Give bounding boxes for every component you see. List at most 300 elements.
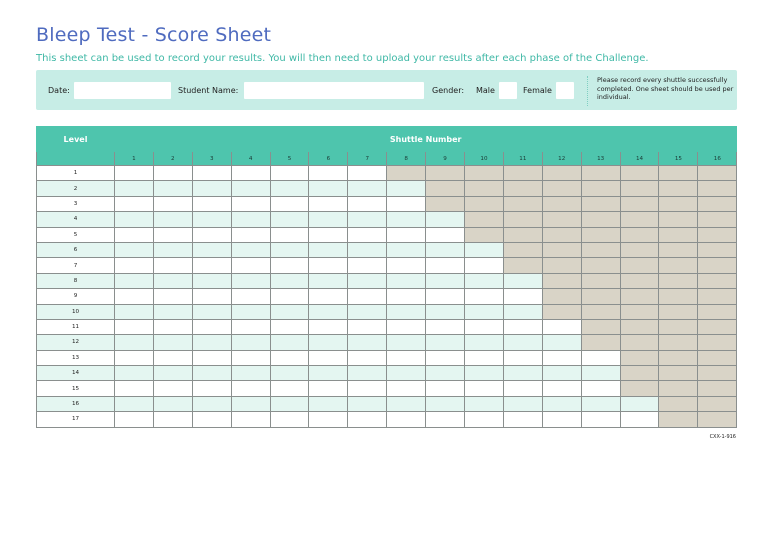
unused-shuttle-cell bbox=[581, 335, 620, 350]
shuttle-score-cell[interactable] bbox=[387, 227, 426, 242]
shuttle-score-cell[interactable] bbox=[503, 412, 542, 427]
shuttle-score-cell[interactable] bbox=[581, 412, 620, 427]
unused-shuttle-cell bbox=[659, 335, 698, 350]
shuttle-score-cell[interactable] bbox=[309, 412, 348, 427]
shuttle-score-cell[interactable] bbox=[270, 335, 309, 350]
shuttle-score-cell[interactable] bbox=[270, 258, 309, 273]
unused-shuttle-cell bbox=[620, 212, 659, 227]
table-header-row bbox=[37, 127, 737, 152]
table-row bbox=[37, 242, 737, 257]
shuttle-score-cell[interactable] bbox=[153, 381, 192, 396]
shuttle-score-cell[interactable] bbox=[231, 227, 270, 242]
unused-shuttle-cell bbox=[659, 212, 698, 227]
unused-shuttle-cell bbox=[659, 381, 698, 396]
shuttle-score-cell[interactable] bbox=[542, 335, 581, 350]
shuttle-score-cell[interactable] bbox=[115, 212, 154, 227]
shuttle-score-cell[interactable] bbox=[192, 181, 231, 196]
shuttle-score-cell[interactable] bbox=[192, 289, 231, 304]
shuttle-score-cell[interactable] bbox=[542, 396, 581, 411]
shuttle-score-cell[interactable] bbox=[192, 212, 231, 227]
shuttle-number-header-cell: 2 bbox=[153, 152, 192, 166]
shuttle-score-cell[interactable] bbox=[348, 396, 387, 411]
unused-shuttle-cell bbox=[542, 227, 581, 242]
shuttle-score-cell[interactable] bbox=[115, 273, 154, 288]
shuttle-score-cell[interactable] bbox=[426, 227, 465, 242]
shuttle-score-cell[interactable] bbox=[465, 304, 504, 319]
shuttle-score-cell[interactable] bbox=[115, 227, 154, 242]
shuttle-score-cell[interactable] bbox=[542, 366, 581, 381]
shuttle-score-cell[interactable] bbox=[309, 350, 348, 365]
unused-shuttle-cell bbox=[698, 350, 737, 365]
shuttle-score-cell[interactable] bbox=[192, 412, 231, 427]
shuttle-score-cell[interactable] bbox=[348, 381, 387, 396]
shuttle-score-cell[interactable] bbox=[426, 273, 465, 288]
shuttle-score-cell[interactable] bbox=[115, 381, 154, 396]
unused-shuttle-cell bbox=[620, 350, 659, 365]
shuttle-score-cell[interactable] bbox=[115, 350, 154, 365]
shuttle-score-cell[interactable] bbox=[465, 319, 504, 334]
shuttle-score-cell[interactable] bbox=[231, 335, 270, 350]
shuttle-score-cell[interactable] bbox=[465, 366, 504, 381]
table-row bbox=[37, 212, 737, 227]
shuttle-score-cell[interactable] bbox=[192, 166, 231, 181]
shuttle-score-cell[interactable] bbox=[192, 319, 231, 334]
shuttle-score-cell[interactable] bbox=[387, 335, 426, 350]
shuttle-score-cell[interactable] bbox=[465, 381, 504, 396]
unused-shuttle-cell bbox=[620, 289, 659, 304]
shuttle-score-cell[interactable] bbox=[192, 258, 231, 273]
shuttle-score-cell[interactable] bbox=[231, 319, 270, 334]
table-row bbox=[37, 412, 737, 427]
shuttle-score-cell[interactable] bbox=[115, 412, 154, 427]
unused-shuttle-cell bbox=[698, 319, 737, 334]
shuttle-score-cell[interactable] bbox=[153, 319, 192, 334]
shuttle-score-cell[interactable] bbox=[387, 289, 426, 304]
shuttle-score-cell[interactable] bbox=[270, 366, 309, 381]
level-label: 9 bbox=[37, 289, 115, 304]
shuttle-score-cell[interactable] bbox=[192, 350, 231, 365]
shuttle-number-header-cell: 3 bbox=[192, 152, 231, 166]
shuttle-score-cell[interactable] bbox=[309, 166, 348, 181]
table-row bbox=[37, 166, 737, 181]
unused-shuttle-cell bbox=[620, 242, 659, 257]
shuttle-number-header-cell: 10 bbox=[465, 152, 504, 166]
shuttle-score-cell[interactable] bbox=[348, 412, 387, 427]
shuttle-score-cell[interactable] bbox=[231, 258, 270, 273]
shuttle-score-cell[interactable] bbox=[503, 350, 542, 365]
table-row bbox=[37, 366, 737, 381]
shuttle-score-cell[interactable] bbox=[115, 304, 154, 319]
shuttle-score-cell[interactable] bbox=[426, 304, 465, 319]
unused-shuttle-cell bbox=[542, 181, 581, 196]
student-info-panel bbox=[36, 70, 737, 110]
shuttle-score-cell[interactable] bbox=[348, 304, 387, 319]
unused-shuttle-cell bbox=[426, 196, 465, 211]
note-divider bbox=[587, 76, 590, 106]
shuttle-score-cell[interactable] bbox=[115, 166, 154, 181]
shuttle-score-cell[interactable] bbox=[348, 258, 387, 273]
shuttle-score-cell[interactable] bbox=[270, 412, 309, 427]
shuttle-score-cell[interactable] bbox=[270, 289, 309, 304]
shuttle-score-cell[interactable] bbox=[192, 196, 231, 211]
shuttle-score-cell[interactable] bbox=[387, 258, 426, 273]
male-checkbox[interactable] bbox=[499, 82, 517, 99]
unused-shuttle-cell bbox=[698, 412, 737, 427]
unused-shuttle-cell bbox=[659, 227, 698, 242]
shuttle-number-header-cell: 13 bbox=[581, 152, 620, 166]
shuttle-score-cell[interactable] bbox=[115, 319, 154, 334]
unused-shuttle-cell bbox=[659, 319, 698, 334]
shuttle-score-cell[interactable] bbox=[465, 412, 504, 427]
level-label: 7 bbox=[37, 258, 115, 273]
unused-shuttle-cell bbox=[698, 289, 737, 304]
unused-shuttle-cell bbox=[698, 196, 737, 211]
shuttle-score-cell[interactable] bbox=[115, 181, 154, 196]
shuttle-score-cell[interactable] bbox=[309, 196, 348, 211]
shuttle-score-cell[interactable] bbox=[115, 335, 154, 350]
level-header: Level bbox=[37, 127, 115, 152]
shuttle-number-header-cell: 11 bbox=[503, 152, 542, 166]
unused-shuttle-cell bbox=[698, 381, 737, 396]
unused-shuttle-cell bbox=[465, 166, 504, 181]
shuttle-score-cell[interactable] bbox=[348, 166, 387, 181]
shuttle-score-cell[interactable] bbox=[192, 335, 231, 350]
unused-shuttle-cell bbox=[698, 258, 737, 273]
shuttle-score-cell[interactable] bbox=[503, 396, 542, 411]
unused-shuttle-cell bbox=[620, 273, 659, 288]
shuttle-score-cell[interactable] bbox=[426, 258, 465, 273]
shuttle-score-cell[interactable] bbox=[348, 242, 387, 257]
shuttle-score-cell[interactable] bbox=[153, 196, 192, 211]
shuttle-number-header-cell: 15 bbox=[659, 152, 698, 166]
unused-shuttle-cell bbox=[581, 181, 620, 196]
shuttle-score-cell[interactable] bbox=[581, 381, 620, 396]
shuttle-score-cell[interactable] bbox=[348, 319, 387, 334]
unused-shuttle-cell bbox=[620, 227, 659, 242]
shuttle-number-header-cell: 12 bbox=[542, 152, 581, 166]
shuttle-score-cell[interactable] bbox=[192, 396, 231, 411]
unused-shuttle-cell bbox=[659, 304, 698, 319]
level-label: 16 bbox=[37, 396, 115, 411]
shuttle-score-cell[interactable] bbox=[270, 212, 309, 227]
shuttle-score-cell[interactable] bbox=[231, 181, 270, 196]
shuttle-score-cell[interactable] bbox=[153, 166, 192, 181]
shuttle-score-cell[interactable] bbox=[426, 396, 465, 411]
shuttle-score-cell[interactable] bbox=[192, 381, 231, 396]
shuttle-score-cell[interactable] bbox=[309, 366, 348, 381]
shuttle-score-cell[interactable] bbox=[231, 304, 270, 319]
shuttle-score-cell[interactable] bbox=[542, 412, 581, 427]
shuttle-score-cell[interactable] bbox=[620, 396, 659, 411]
table-row bbox=[37, 181, 737, 196]
shuttle-score-cell[interactable] bbox=[426, 319, 465, 334]
shuttle-score-cell[interactable] bbox=[426, 381, 465, 396]
shuttle-score-cell[interactable] bbox=[465, 335, 504, 350]
shuttle-number-row bbox=[37, 152, 737, 166]
shuttle-score-cell[interactable] bbox=[426, 412, 465, 427]
shuttle-score-cell[interactable] bbox=[231, 289, 270, 304]
shuttle-score-cell[interactable] bbox=[309, 319, 348, 334]
shuttle-score-cell[interactable] bbox=[309, 227, 348, 242]
shuttle-score-cell[interactable] bbox=[309, 289, 348, 304]
shuttle-score-cell[interactable] bbox=[426, 350, 465, 365]
shuttle-score-cell[interactable] bbox=[309, 212, 348, 227]
shuttle-score-cell[interactable] bbox=[153, 289, 192, 304]
score-table bbox=[36, 126, 737, 428]
shuttle-score-cell[interactable] bbox=[153, 304, 192, 319]
shuttle-score-cell[interactable] bbox=[348, 212, 387, 227]
table-row bbox=[37, 381, 737, 396]
shuttle-score-cell[interactable] bbox=[387, 242, 426, 257]
shuttle-score-cell[interactable] bbox=[309, 258, 348, 273]
unused-shuttle-cell bbox=[698, 335, 737, 350]
unused-shuttle-cell bbox=[581, 166, 620, 181]
unused-shuttle-cell bbox=[542, 196, 581, 211]
shuttle-score-cell[interactable] bbox=[231, 381, 270, 396]
shuttle-score-cell[interactable] bbox=[231, 350, 270, 365]
shuttle-score-cell[interactable] bbox=[348, 289, 387, 304]
shuttle-score-cell[interactable] bbox=[542, 319, 581, 334]
shuttle-score-cell[interactable] bbox=[348, 196, 387, 211]
shuttle-score-cell[interactable] bbox=[309, 242, 348, 257]
shuttle-score-cell[interactable] bbox=[426, 212, 465, 227]
shuttle-score-cell[interactable] bbox=[231, 273, 270, 288]
table-row bbox=[37, 319, 737, 334]
shuttle-number-header-cell: 8 bbox=[387, 152, 426, 166]
unused-shuttle-cell bbox=[581, 227, 620, 242]
unused-shuttle-cell bbox=[503, 181, 542, 196]
shuttle-score-cell[interactable] bbox=[581, 366, 620, 381]
unused-shuttle-cell bbox=[581, 289, 620, 304]
shuttle-score-cell[interactable] bbox=[387, 196, 426, 211]
unused-shuttle-cell bbox=[465, 196, 504, 211]
level-label: 12 bbox=[37, 335, 115, 350]
shuttle-score-cell[interactable] bbox=[309, 381, 348, 396]
shuttle-number-header-cell: 6 bbox=[309, 152, 348, 166]
shuttle-score-cell[interactable] bbox=[231, 166, 270, 181]
level-label: 13 bbox=[37, 350, 115, 365]
shuttle-score-cell[interactable] bbox=[309, 396, 348, 411]
shuttle-score-cell[interactable] bbox=[309, 181, 348, 196]
shuttle-score-cell[interactable] bbox=[270, 227, 309, 242]
shuttle-number-header-cell: 14 bbox=[620, 152, 659, 166]
shuttle-score-cell[interactable] bbox=[270, 381, 309, 396]
shuttle-score-cell[interactable] bbox=[231, 212, 270, 227]
shuttle-score-cell[interactable] bbox=[115, 396, 154, 411]
unused-shuttle-cell bbox=[620, 335, 659, 350]
female-label: Female bbox=[523, 86, 552, 95]
shuttle-score-cell[interactable] bbox=[426, 366, 465, 381]
unused-shuttle-cell bbox=[659, 196, 698, 211]
unused-shuttle-cell bbox=[698, 212, 737, 227]
unused-shuttle-cell bbox=[659, 258, 698, 273]
female-checkbox[interactable] bbox=[556, 82, 574, 99]
shuttle-score-cell[interactable] bbox=[387, 319, 426, 334]
table-row bbox=[37, 258, 737, 273]
level-label: 2 bbox=[37, 181, 115, 196]
student-name-field[interactable] bbox=[244, 82, 424, 99]
unused-shuttle-cell bbox=[659, 242, 698, 257]
unused-shuttle-cell bbox=[698, 396, 737, 411]
date-field[interactable] bbox=[74, 82, 171, 99]
shuttle-score-cell[interactable] bbox=[387, 212, 426, 227]
shuttle-score-cell[interactable] bbox=[192, 304, 231, 319]
shuttle-score-cell[interactable] bbox=[348, 350, 387, 365]
shuttle-score-cell[interactable] bbox=[309, 335, 348, 350]
level-label: 3 bbox=[37, 196, 115, 211]
shuttle-score-cell[interactable] bbox=[270, 242, 309, 257]
unused-shuttle-cell bbox=[620, 304, 659, 319]
shuttle-score-cell[interactable] bbox=[348, 181, 387, 196]
shuttle-score-cell[interactable] bbox=[231, 196, 270, 211]
table-row bbox=[37, 289, 737, 304]
level-label: 14 bbox=[37, 366, 115, 381]
shuttle-score-cell[interactable] bbox=[153, 412, 192, 427]
shuttle-score-cell[interactable] bbox=[231, 366, 270, 381]
shuttle-score-cell[interactable] bbox=[270, 350, 309, 365]
unused-shuttle-cell bbox=[465, 181, 504, 196]
shuttle-score-cell[interactable] bbox=[387, 181, 426, 196]
shuttle-score-cell[interactable] bbox=[387, 350, 426, 365]
shuttle-score-cell[interactable] bbox=[115, 258, 154, 273]
shuttle-score-cell[interactable] bbox=[465, 289, 504, 304]
shuttle-score-cell[interactable] bbox=[270, 166, 309, 181]
shuttle-score-cell[interactable] bbox=[503, 304, 542, 319]
male-label: Male bbox=[476, 86, 495, 95]
level-label: 5 bbox=[37, 227, 115, 242]
gender-label: Gender: bbox=[432, 86, 465, 95]
shuttle-score-cell[interactable] bbox=[153, 396, 192, 411]
shuttle-score-cell[interactable] bbox=[231, 396, 270, 411]
shuttle-score-cell[interactable] bbox=[387, 396, 426, 411]
shuttle-number-header-cell: 5 bbox=[270, 152, 309, 166]
unused-shuttle-cell bbox=[620, 381, 659, 396]
shuttle-score-cell[interactable] bbox=[153, 350, 192, 365]
level-label: 4 bbox=[37, 212, 115, 227]
shuttle-score-cell[interactable] bbox=[192, 273, 231, 288]
shuttle-score-cell[interactable] bbox=[542, 381, 581, 396]
unused-shuttle-cell bbox=[503, 242, 542, 257]
shuttle-score-cell[interactable] bbox=[270, 319, 309, 334]
shuttle-number-header-cell: 9 bbox=[426, 152, 465, 166]
shuttle-score-cell[interactable] bbox=[348, 227, 387, 242]
page-subtitle: This sheet can be used to record your results. You will then need to upload your results after each phase of the Challenge. bbox=[36, 53, 649, 64]
shuttle-score-cell[interactable] bbox=[115, 242, 154, 257]
shuttle-score-cell[interactable] bbox=[270, 396, 309, 411]
shuttle-score-cell[interactable] bbox=[115, 196, 154, 211]
unused-shuttle-cell bbox=[542, 304, 581, 319]
shuttle-score-cell[interactable] bbox=[348, 273, 387, 288]
unused-shuttle-cell bbox=[581, 212, 620, 227]
shuttle-score-cell[interactable] bbox=[153, 242, 192, 257]
shuttle-score-cell[interactable] bbox=[465, 350, 504, 365]
shuttle-score-cell[interactable] bbox=[348, 335, 387, 350]
unused-shuttle-cell bbox=[542, 258, 581, 273]
shuttle-score-cell[interactable] bbox=[503, 366, 542, 381]
shuttle-score-cell[interactable] bbox=[465, 258, 504, 273]
shuttle-score-cell[interactable] bbox=[192, 242, 231, 257]
shuttle-score-cell[interactable] bbox=[426, 335, 465, 350]
shuttle-score-cell[interactable] bbox=[503, 335, 542, 350]
unused-shuttle-cell bbox=[503, 227, 542, 242]
shuttle-score-cell[interactable] bbox=[465, 273, 504, 288]
shuttle-score-cell[interactable] bbox=[309, 273, 348, 288]
shuttle-score-cell[interactable] bbox=[426, 242, 465, 257]
shuttle-score-cell[interactable] bbox=[465, 396, 504, 411]
shuttle-score-cell[interactable] bbox=[270, 181, 309, 196]
shuttle-score-cell[interactable] bbox=[387, 381, 426, 396]
shuttle-score-cell[interactable] bbox=[503, 381, 542, 396]
shuttle-score-cell[interactable] bbox=[192, 366, 231, 381]
shuttle-score-cell[interactable] bbox=[581, 350, 620, 365]
shuttle-score-cell[interactable] bbox=[270, 273, 309, 288]
unused-shuttle-cell bbox=[426, 181, 465, 196]
shuttle-score-cell[interactable] bbox=[192, 227, 231, 242]
shuttle-score-cell[interactable] bbox=[542, 350, 581, 365]
unused-shuttle-cell bbox=[659, 396, 698, 411]
shuttle-score-cell[interactable] bbox=[387, 366, 426, 381]
shuttle-score-cell[interactable] bbox=[503, 289, 542, 304]
shuttle-score-cell[interactable] bbox=[153, 258, 192, 273]
table-row bbox=[37, 196, 737, 211]
shuttle-score-cell[interactable] bbox=[620, 412, 659, 427]
shuttle-score-cell[interactable] bbox=[503, 273, 542, 288]
shuttle-number-header: Shuttle Number bbox=[115, 127, 737, 152]
shuttle-score-cell[interactable] bbox=[426, 289, 465, 304]
unused-shuttle-cell bbox=[542, 273, 581, 288]
shuttle-score-cell[interactable] bbox=[581, 396, 620, 411]
shuttle-score-cell[interactable] bbox=[153, 212, 192, 227]
level-label: 11 bbox=[37, 319, 115, 334]
unused-shuttle-cell bbox=[581, 319, 620, 334]
unused-shuttle-cell bbox=[465, 212, 504, 227]
shuttle-score-cell[interactable] bbox=[465, 242, 504, 257]
shuttle-score-cell[interactable] bbox=[270, 304, 309, 319]
level-column-spacer bbox=[37, 152, 115, 166]
unused-shuttle-cell bbox=[542, 212, 581, 227]
shuttle-score-cell[interactable] bbox=[153, 366, 192, 381]
unused-shuttle-cell bbox=[503, 258, 542, 273]
table-row bbox=[37, 350, 737, 365]
shuttle-score-cell[interactable] bbox=[270, 196, 309, 211]
shuttle-score-cell[interactable] bbox=[153, 181, 192, 196]
shuttle-score-cell[interactable] bbox=[348, 366, 387, 381]
shuttle-score-cell[interactable] bbox=[115, 366, 154, 381]
level-label: 1 bbox=[37, 166, 115, 181]
shuttle-score-cell[interactable] bbox=[115, 289, 154, 304]
unused-shuttle-cell bbox=[620, 196, 659, 211]
shuttle-score-cell[interactable] bbox=[387, 273, 426, 288]
shuttle-score-cell[interactable] bbox=[153, 227, 192, 242]
unused-shuttle-cell bbox=[542, 242, 581, 257]
shuttle-score-cell[interactable] bbox=[503, 319, 542, 334]
unused-shuttle-cell bbox=[620, 258, 659, 273]
unused-shuttle-cell bbox=[542, 289, 581, 304]
shuttle-score-cell[interactable] bbox=[153, 335, 192, 350]
shuttle-number-header-cell: 4 bbox=[231, 152, 270, 166]
unused-shuttle-cell bbox=[620, 319, 659, 334]
shuttle-score-cell[interactable] bbox=[153, 273, 192, 288]
shuttle-score-cell[interactable] bbox=[231, 412, 270, 427]
unused-shuttle-cell bbox=[698, 166, 737, 181]
unused-shuttle-cell bbox=[581, 304, 620, 319]
shuttle-score-cell[interactable] bbox=[309, 304, 348, 319]
shuttle-score-cell[interactable] bbox=[231, 242, 270, 257]
unused-shuttle-cell bbox=[659, 366, 698, 381]
shuttle-score-cell[interactable] bbox=[387, 304, 426, 319]
unused-shuttle-cell bbox=[698, 304, 737, 319]
shuttle-score-cell[interactable] bbox=[387, 412, 426, 427]
